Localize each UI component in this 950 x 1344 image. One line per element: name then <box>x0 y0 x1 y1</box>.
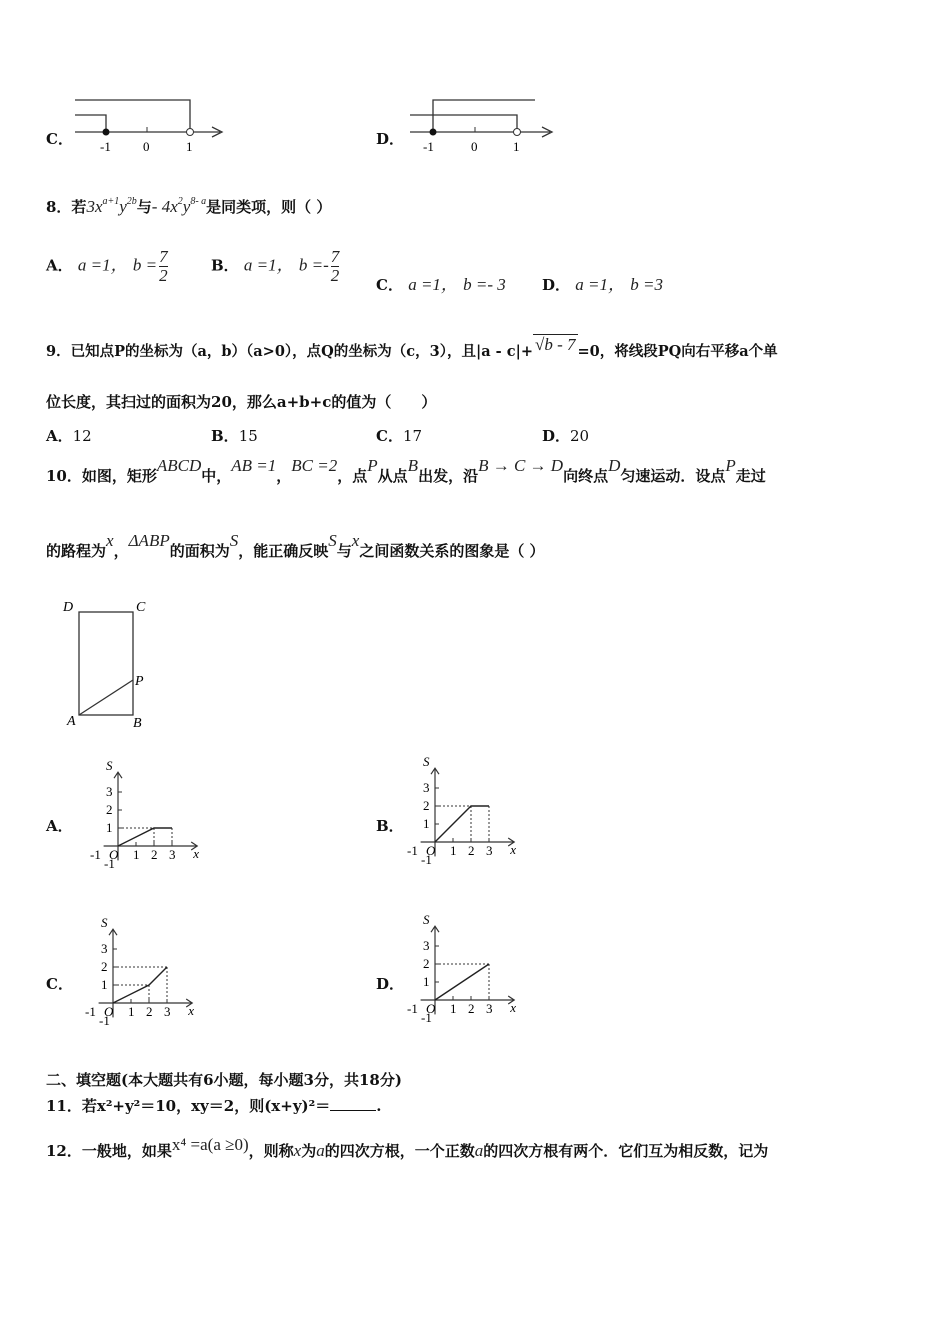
x-tick-label: 1 <box>128 1004 135 1019</box>
d-tick-neg1: -1 <box>423 139 434 154</box>
x-tick-label: 2 <box>146 1004 153 1019</box>
label-D: D <box>63 600 74 615</box>
label-A: A <box>67 714 76 729</box>
q12-formula: x⁴ =a(a ≥0) <box>171 1135 249 1154</box>
q10-option-a[interactable]: A． <box>46 817 73 835</box>
q9-option-c[interactable]: C．17 <box>376 427 423 445</box>
q10-graph-b <box>405 754 525 868</box>
y-tick-label: 2 <box>106 802 113 817</box>
label-P: P <box>135 674 144 689</box>
d-tick-1: 1 <box>513 139 520 154</box>
q11-answer-blank[interactable] <box>330 1098 376 1111</box>
label-B: B <box>133 716 142 731</box>
q11-stem: 11．若x²+y²＝10，xy＝2，则(x+y)²＝ . <box>46 1097 382 1115</box>
y-tick-label: 1 <box>106 820 113 835</box>
q9-line2: 位长度，其扫过的面积为20，那么a+b+c的值为（ ） <box>46 393 437 411</box>
x-tick-label: 1 <box>450 843 457 858</box>
q9-option-b[interactable]: B．15 <box>211 427 258 445</box>
x-tick-label: 3 <box>164 1004 171 1019</box>
q12-stem: 12．一般地，如果x⁴ =a(a ≥0)，则称x为a的四次方根，一个正数a的四次方根有两个．它们互为相反数，记为 <box>46 1135 769 1160</box>
origin-label: O <box>426 843 436 858</box>
S-axis-label: S <box>106 758 113 774</box>
S-axis-label: S <box>101 915 108 931</box>
y-neg1-label: -1 <box>421 852 432 867</box>
c-tick-0: 0 <box>143 139 150 154</box>
q8-option-d[interactable]: D． a =1， b =3 <box>542 275 663 294</box>
y-tick-label: 1 <box>101 977 108 992</box>
x-tick-label: 1 <box>450 1001 457 1016</box>
d-tick-0: 0 <box>471 139 478 154</box>
x-tick-label: 1 <box>133 847 140 862</box>
q10-line2: 的路程为x，ΔABP的面积为S，能正确反映S与x之间函数关系的图象是（ ） <box>46 531 545 560</box>
q10-graph-c <box>83 915 203 1029</box>
y-tick-label: 1 <box>423 974 430 989</box>
y-tick-label: 3 <box>423 780 430 795</box>
x-neg1-label: -1 <box>85 1004 96 1019</box>
x-axis-label: x <box>193 846 199 861</box>
x-neg1-label: -1 <box>407 1001 418 1016</box>
x-neg1-label: -1 <box>407 843 418 858</box>
S-axis-label: S <box>423 912 430 928</box>
q8-option-c[interactable]: C． a =1， b =- 3 <box>376 275 506 294</box>
x-axis-label: x <box>510 842 516 857</box>
q7-option-d-number-line <box>405 95 565 157</box>
q7-option-d-label[interactable]: D． <box>376 130 405 148</box>
x-tick-label: 2 <box>468 1001 475 1016</box>
y-tick-label: 3 <box>423 938 430 953</box>
c-tick-1: 1 <box>186 139 193 154</box>
c-tick-neg1: -1 <box>100 139 111 154</box>
y-neg1-label: -1 <box>104 856 115 871</box>
q10-option-c[interactable]: C． <box>46 975 73 993</box>
y-tick-label: 3 <box>106 784 113 799</box>
y-neg1-label: -1 <box>99 1013 110 1028</box>
q7-option-c-number-line <box>70 95 230 157</box>
q10-rectangle-figure <box>55 592 165 734</box>
x-tick-label: 2 <box>468 843 475 858</box>
y-tick-label: 2 <box>101 959 108 974</box>
y-tick-label: 2 <box>423 956 430 971</box>
x-tick-label: 2 <box>151 847 158 862</box>
q9-line1: 9．已知点P的坐标为（a，b）（a>0），点Q的坐标为（c，3），且|a - c|+ √b - 7 =0，将线段PQ向右平移a个单 <box>46 335 778 360</box>
function-line <box>435 806 489 842</box>
y-tick-label: 2 <box>423 798 430 813</box>
origin-label: O <box>109 847 119 862</box>
q10-line1: 10．如图，矩形ABCD中，AB =1，BC =2，点P从点B出发，沿B → C → D向终点D匀速运动．设点P走过 <box>46 456 766 485</box>
x-tick-label: 3 <box>486 1001 493 1016</box>
q8-stem: 8．若$3x^{a+1}y^{2b}$与- $4x^2y^{8- a}$是同类项，则（ ） <box>46 196 332 216</box>
q8-option-a[interactable]: A． a =1， b = $\frac{7}{2}$ <box>46 247 168 285</box>
x-axis-label: x <box>188 1003 194 1018</box>
y-neg1-label: -1 <box>421 1010 432 1025</box>
x-tick-label: 3 <box>169 847 176 862</box>
S-axis-label: S <box>423 754 430 770</box>
x-axis-label: x <box>510 1000 516 1015</box>
x-neg1-label: -1 <box>90 847 101 862</box>
q10-graph-a <box>88 758 208 872</box>
q9-option-a[interactable]: A．12 <box>46 427 92 445</box>
q8-option-b[interactable]: B． a =1， b =- $\frac{7}{2}$ <box>211 247 340 285</box>
label-C: C <box>136 600 146 615</box>
q7-option-c-label[interactable]: C． <box>46 130 73 148</box>
q9-option-d[interactable]: D．20 <box>542 427 590 445</box>
q10-option-b[interactable]: B． <box>376 817 404 835</box>
q10-graph-d <box>405 912 525 1026</box>
y-tick-label: 3 <box>101 941 108 956</box>
y-tick-label: 1 <box>423 816 430 831</box>
section-2-heading: 二、填空题(本大题共有6小题，每小题3分，共18分) <box>46 1071 402 1089</box>
function-line <box>118 828 172 846</box>
function-line <box>435 964 489 1000</box>
q10-option-d[interactable]: D． <box>376 975 405 993</box>
x-tick-label: 3 <box>486 843 493 858</box>
origin-label: O <box>426 1001 436 1016</box>
origin-label: O <box>104 1004 114 1019</box>
